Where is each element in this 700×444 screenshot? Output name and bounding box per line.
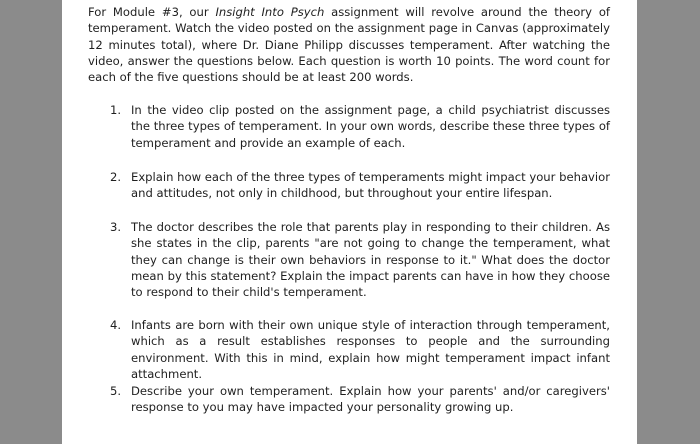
question-number: 2. <box>110 170 122 184</box>
document-page <box>62 0 637 444</box>
question-number: 3. <box>110 220 122 234</box>
question-text: In the video clip posted on the assignment page, a child psychiatrist discusses the three types of temperament. In your own words, describe these three types of temperament and provide an example of each. <box>131 103 610 150</box>
intro-text-end: assignment will revolve around the theory of temperament. Watch the video posted on the assignment page in Canvas (approximately 12 minutes total), where Dr. Diane Philipp discusses temperament. After watching the video, answer the questions below. Each question is worth 10 points. The word count for each of the five questions should be at least 200 words. <box>88 5 610 85</box>
question-number: 4. <box>110 318 122 332</box>
question-4 <box>110 317 610 382</box>
question-3 <box>110 219 610 300</box>
question-number: 5. <box>110 384 122 398</box>
assignment-intro <box>88 4 610 85</box>
question-5 <box>110 383 610 416</box>
question-text: Explain how each of the three types of temperaments might impact your behavior and attitudes, not only in childhood, but throughout your entire lifespan. <box>131 170 610 201</box>
question-text: Infants are born with their own unique style of interaction through temperament, which as a result establishes responses to people and the surrounding environment. With this in mind, explain how might temperament impact infant attachment. <box>131 318 610 381</box>
question-1 <box>110 102 610 151</box>
question-2 <box>110 169 610 202</box>
intro-text-start: For Module #3, our <box>88 5 216 19</box>
assignment-title: Insight Into Psych <box>215 5 325 19</box>
question-number: 1. <box>110 103 122 117</box>
question-text: The doctor describes the role that parents play in responding to their children. As she states in the clip, parents "are not going to change the temperament, what they can change is their own behaviors in response to it." What does the doctor mean by this statement? Explain the impact parents can have in how they choose to respond to their child's temperament. <box>131 220 610 300</box>
question-text: Describe your own temperament. Explain how your parents' and/or caregivers' response to you may have impacted your personality growing up. <box>131 384 610 415</box>
